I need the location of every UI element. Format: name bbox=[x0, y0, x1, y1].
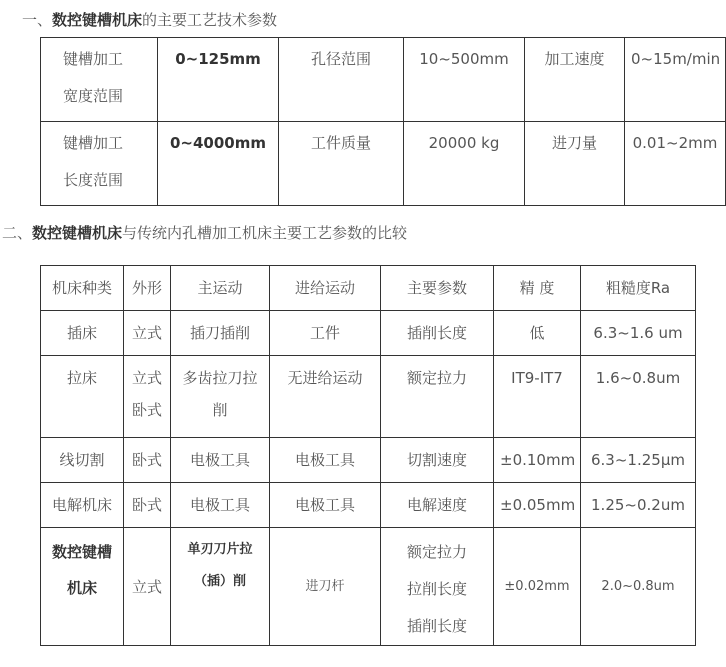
table-cell: 拉床 bbox=[41, 356, 124, 438]
table-cell: 0~15m/min bbox=[625, 38, 726, 122]
table-cell: 插削长度 bbox=[381, 311, 494, 356]
table-cell: ±0.10mm bbox=[494, 438, 581, 483]
table-cell: 2.0~0.8um bbox=[581, 528, 696, 646]
column-header: 机床种类 bbox=[41, 266, 124, 311]
table-cell: 多齿拉刀拉 削 bbox=[171, 356, 270, 438]
table-cell: 1.25~0.2um bbox=[581, 483, 696, 528]
table-cell: 数控键槽 机床 bbox=[41, 528, 124, 646]
table-cell: 键槽加工 长度范围 bbox=[41, 122, 158, 206]
table-cell: 插刀插削 bbox=[171, 311, 270, 356]
heading-text: 与传统内孔槽加工机床主要工艺参数的比较 bbox=[122, 224, 408, 242]
table-cell: 插床 bbox=[41, 311, 124, 356]
table-cell: 线切割 bbox=[41, 438, 124, 483]
table-cell: 电解速度 bbox=[381, 483, 494, 528]
table-cell: 卧式 bbox=[124, 438, 171, 483]
section-heading-1 bbox=[22, 9, 277, 30]
column-header: 主运动 bbox=[171, 266, 270, 311]
table-row bbox=[41, 528, 696, 646]
heading-prefix: 一、 bbox=[22, 11, 53, 29]
table-cell: 额定拉力 bbox=[381, 356, 494, 438]
column-header: 粗糙度Ra bbox=[581, 266, 696, 311]
table-cell: 0~4000mm bbox=[158, 122, 279, 206]
table-cell: 电极工具 bbox=[171, 483, 270, 528]
table-row bbox=[41, 356, 696, 438]
table-cell: 额定拉力 拉削长度 插削长度 bbox=[381, 528, 494, 646]
table-cell: 无进给运动 bbox=[270, 356, 381, 438]
table-cell: 20000 kg bbox=[404, 122, 525, 206]
table-cell: 6.3~1.25μm bbox=[581, 438, 696, 483]
table-cell: 电极工具 bbox=[270, 483, 381, 528]
section-heading-2 bbox=[2, 222, 407, 243]
spec-table bbox=[40, 37, 726, 206]
column-header: 精 度 bbox=[494, 266, 581, 311]
table-row bbox=[41, 438, 696, 483]
table-cell: 立式 bbox=[124, 528, 171, 646]
table-cell: 低 bbox=[494, 311, 581, 356]
table-row bbox=[41, 38, 726, 122]
table-cell: 进刀量 bbox=[525, 122, 625, 206]
table-cell: 电极工具 bbox=[171, 438, 270, 483]
table-cell: 单刃刀片拉 （插）削 bbox=[171, 528, 270, 646]
table-cell: ±0.02mm bbox=[494, 528, 581, 646]
table-row bbox=[41, 311, 696, 356]
comparison-table bbox=[40, 265, 696, 646]
table-cell: 键槽加工 宽度范围 bbox=[41, 38, 158, 122]
table-cell: IT9-IT7 bbox=[494, 356, 581, 438]
table-cell: 切割速度 bbox=[381, 438, 494, 483]
table-cell: 工件质量 bbox=[279, 122, 404, 206]
heading-text: 的主要工艺技术参数 bbox=[142, 11, 278, 29]
table-cell: 1.6~0.8um bbox=[581, 356, 696, 438]
column-header: 外形 bbox=[124, 266, 171, 311]
table-cell: 进刀杆 bbox=[270, 528, 381, 646]
column-header: 进给运动 bbox=[270, 266, 381, 311]
table-row bbox=[41, 122, 726, 206]
column-header: 主要参数 bbox=[381, 266, 494, 311]
table-cell: 孔径范围 bbox=[279, 38, 404, 122]
table-cell: ±0.05mm bbox=[494, 483, 581, 528]
table-cell: 立式 卧式 bbox=[124, 356, 171, 438]
table-cell: 加工速度 bbox=[525, 38, 625, 122]
table-cell: 0~125mm bbox=[158, 38, 279, 122]
table-header-row bbox=[41, 266, 696, 311]
table-cell: 工件 bbox=[270, 311, 381, 356]
table-cell: 6.3~1.6 um bbox=[581, 311, 696, 356]
table-cell: 卧式 bbox=[124, 483, 171, 528]
table-cell: 0.01~2mm bbox=[625, 122, 726, 206]
table-cell: 立式 bbox=[124, 311, 171, 356]
heading-bold-term: 数控键槽机床 bbox=[52, 11, 143, 29]
heading-bold-term: 数控键槽机床 bbox=[32, 224, 123, 242]
table-cell: 10~500mm bbox=[404, 38, 525, 122]
table-row bbox=[41, 483, 696, 528]
table-cell: 电极工具 bbox=[270, 438, 381, 483]
table-cell: 电解机床 bbox=[41, 483, 124, 528]
heading-prefix: 二、 bbox=[2, 224, 33, 242]
